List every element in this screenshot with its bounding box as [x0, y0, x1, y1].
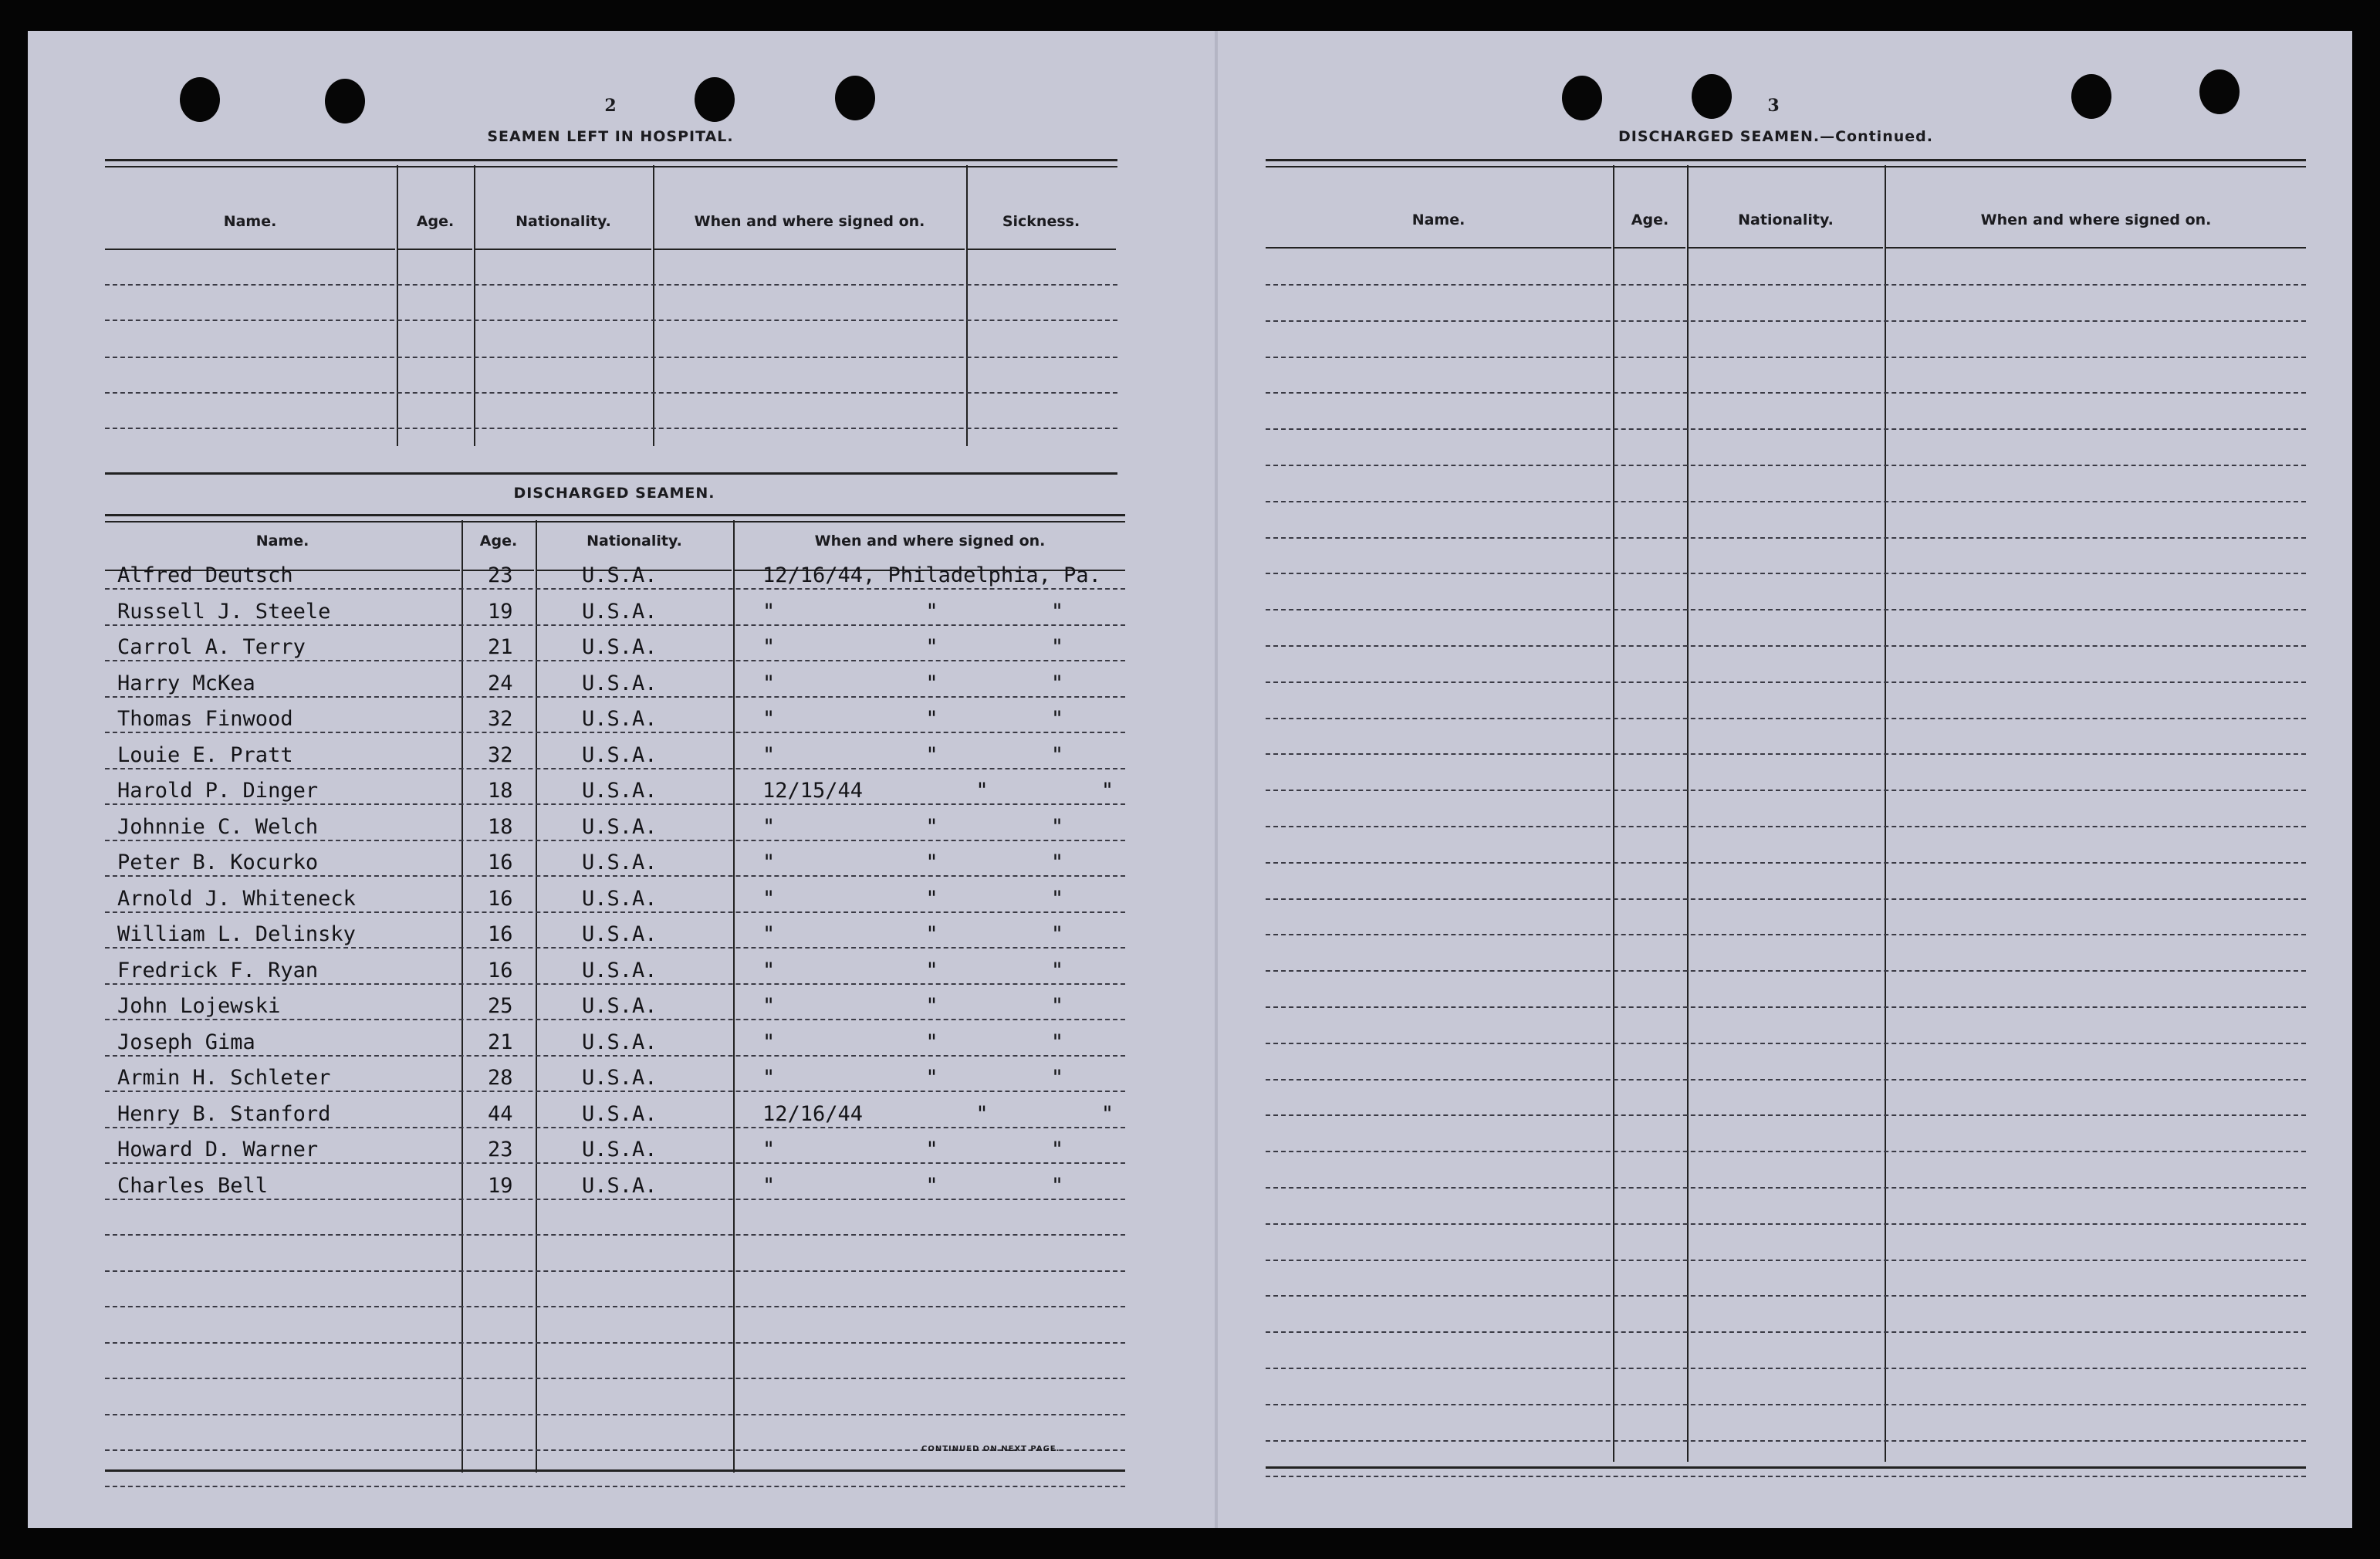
- seaman-nationality: U.S.A.: [582, 994, 658, 1018]
- right-discharged-table: [1266, 159, 2306, 1471]
- seaman-nationality: U.S.A.: [582, 851, 658, 874]
- seaman-name: Louie E. Pratt: [117, 743, 293, 767]
- row-rule: [105, 588, 1125, 590]
- row-rule: [105, 1019, 1125, 1020]
- row-rule: [1266, 428, 2306, 430]
- seaman-age: 44: [488, 1102, 513, 1126]
- punch-hole: [695, 77, 735, 122]
- seaman-signed-on: 12/16/44 " ": [762, 1102, 1114, 1126]
- page-number: 2: [604, 96, 617, 116]
- right-header-age: Age.: [1631, 211, 1669, 228]
- seaman-nationality: U.S.A.: [582, 600, 658, 624]
- row-rule: [105, 660, 1125, 661]
- row-rule: [1266, 1187, 2306, 1189]
- row-rule: [1266, 718, 2306, 719]
- row-rule: [105, 1486, 1125, 1487]
- seaman-nationality: U.S.A.: [582, 1174, 658, 1198]
- seaman-signed-on: " " ": [762, 707, 1064, 731]
- row-rule: [105, 1378, 1125, 1379]
- row-rule: [105, 1306, 1125, 1307]
- row-rule: [105, 1199, 1125, 1200]
- row-rule: [1266, 934, 2306, 935]
- seaman-name: William L. Delinsky: [117, 922, 356, 946]
- row-rule: [1266, 1476, 2306, 1477]
- hospital-header-age: Age.: [416, 213, 455, 230]
- seaman-nationality: U.S.A.: [582, 779, 658, 803]
- row-rule: [1266, 1331, 2306, 1333]
- row-rule: [105, 1055, 1125, 1057]
- row-rule: [1266, 1260, 2306, 1261]
- seaman-age: 21: [488, 1030, 513, 1054]
- seaman-nationality: U.S.A.: [582, 635, 658, 659]
- seaman-signed-on: " " ": [762, 635, 1064, 659]
- row-rule: [1266, 826, 2306, 827]
- hospital-table: [105, 159, 1117, 475]
- discharged-header-signed-on: When and where signed on.: [814, 533, 1046, 550]
- row-rule: [105, 1162, 1125, 1164]
- seaman-age: 32: [488, 707, 513, 731]
- row-rule: [1266, 1043, 2306, 1044]
- hospital-section-title: SEAMEN LEFT IN HOSPITAL.: [487, 128, 734, 145]
- row-rule: [1266, 609, 2306, 610]
- seaman-nationality: U.S.A.: [582, 1138, 658, 1162]
- seaman-nationality: U.S.A.: [582, 1030, 658, 1054]
- seaman-name: Russell J. Steele: [117, 600, 331, 624]
- seaman-name: Joseph Gima: [117, 1030, 255, 1054]
- seaman-nationality: U.S.A.: [582, 1102, 658, 1126]
- document-sheet: [28, 31, 2352, 1528]
- row-rule: [105, 1342, 1125, 1344]
- seaman-nationality: U.S.A.: [582, 1066, 658, 1090]
- row-rule: [105, 947, 1125, 949]
- row-rule: [1266, 790, 2306, 791]
- discharged-header-name: Name.: [255, 533, 309, 550]
- page-spine: [1215, 31, 1218, 1528]
- seaman-signed-on: " " ": [762, 994, 1064, 1018]
- seaman-name: Harry McKea: [117, 671, 255, 695]
- row-rule: [105, 911, 1125, 913]
- row-rule: [1266, 645, 2306, 647]
- row-rule: [1266, 357, 2306, 358]
- row-rule: [1266, 501, 2306, 502]
- seaman-age: 24: [488, 671, 513, 695]
- seaman-age: 18: [488, 779, 513, 803]
- discharged-table: [105, 514, 1125, 1471]
- seaman-nationality: U.S.A.: [582, 887, 658, 911]
- seaman-name: Henry B. Stanford: [117, 1102, 331, 1126]
- row-rule: [105, 983, 1125, 985]
- row-rule: [105, 1234, 1125, 1236]
- seaman-signed-on: 12/16/44, Philadelphia, Pa.: [762, 563, 1101, 587]
- row-rule: [1266, 862, 2306, 864]
- page-number: 3: [1767, 96, 1780, 116]
- discharged-section-title: DISCHARGED SEAMEN.: [513, 485, 715, 502]
- right-header-signed-on: When and where signed on.: [1980, 211, 2212, 228]
- seaman-age: 23: [488, 563, 513, 587]
- seaman-signed-on: " " ": [762, 851, 1064, 874]
- row-rule: [1266, 1368, 2306, 1369]
- row-rule: [1266, 1404, 2306, 1405]
- seaman-age: 16: [488, 851, 513, 874]
- row-rule: [1266, 1006, 2306, 1008]
- punch-hole: [180, 77, 220, 122]
- seaman-age: 19: [488, 600, 513, 624]
- row-rule: [1266, 970, 2306, 972]
- row-rule: [1266, 573, 2306, 574]
- punch-hole: [2199, 69, 2240, 114]
- right-section-title: DISCHARGED SEAMEN.—Continued.: [1618, 128, 1933, 145]
- row-rule: [105, 803, 1125, 805]
- hospital-header-name: Name.: [223, 213, 277, 230]
- row-rule: [1266, 320, 2306, 322]
- discharged-header-age: Age.: [479, 533, 518, 550]
- seaman-signed-on: " " ": [762, 1066, 1064, 1090]
- seaman-signed-on: " " ": [762, 600, 1064, 624]
- seaman-age: 16: [488, 959, 513, 982]
- seaman-age: 19: [488, 1174, 513, 1198]
- row-rule: [1266, 392, 2306, 394]
- seaman-age: 16: [488, 922, 513, 946]
- row-rule: [105, 1091, 1125, 1092]
- seaman-signed-on: " " ": [762, 671, 1064, 695]
- seaman-name: Alfred Deutsch: [117, 563, 293, 587]
- seaman-signed-on: " " ": [762, 1174, 1064, 1198]
- hospital-header-nationality: Nationality.: [516, 213, 611, 230]
- row-rule: [1266, 465, 2306, 466]
- row-rule: [1266, 1440, 2306, 1442]
- row-rule: [1266, 753, 2306, 755]
- row-rule: [1266, 1295, 2306, 1297]
- punch-hole: [1692, 74, 1732, 119]
- row-rule: [105, 768, 1125, 769]
- seaman-name: Fredrick F. Ryan: [117, 959, 319, 982]
- row-rule: [1266, 537, 2306, 539]
- seaman-name: Peter B. Kocurko: [117, 851, 319, 874]
- seaman-signed-on: " " ": [762, 959, 1064, 982]
- seaman-signed-on: " " ": [762, 1138, 1064, 1162]
- punch-hole: [1562, 76, 1602, 120]
- row-rule: [105, 732, 1125, 733]
- seaman-name: Johnnie C. Welch: [117, 815, 319, 839]
- right-header-nationality: Nationality.: [1738, 211, 1834, 228]
- row-rule: [1266, 1223, 2306, 1225]
- row-rule: [105, 1127, 1125, 1128]
- seaman-name: Carrol A. Terry: [117, 635, 306, 659]
- seaman-age: 16: [488, 887, 513, 911]
- seaman-age: 18: [488, 815, 513, 839]
- seaman-age: 28: [488, 1066, 513, 1090]
- seaman-signed-on: " " ": [762, 815, 1064, 839]
- seaman-nationality: U.S.A.: [582, 707, 658, 731]
- seaman-nationality: U.S.A.: [582, 743, 658, 767]
- seaman-name: Charles Bell: [117, 1174, 269, 1198]
- continued-footer: CONTINUED ON NEXT PAGE.: [921, 1445, 1060, 1453]
- seaman-nationality: U.S.A.: [582, 959, 658, 982]
- row-rule: [105, 1270, 1125, 1272]
- seaman-signed-on: " " ": [762, 743, 1064, 767]
- row-rule: [105, 875, 1125, 877]
- seaman-age: 32: [488, 743, 513, 767]
- row-rule: [105, 696, 1125, 698]
- seaman-nationality: U.S.A.: [582, 922, 658, 946]
- seaman-signed-on: " " ": [762, 1030, 1064, 1054]
- seaman-nationality: U.S.A.: [582, 815, 658, 839]
- seaman-age: 23: [488, 1138, 513, 1162]
- seaman-name: Thomas Finwood: [117, 707, 293, 731]
- seaman-name: Armin H. Schleter: [117, 1066, 331, 1090]
- punch-hole: [835, 76, 875, 120]
- seaman-age: 25: [488, 994, 513, 1018]
- seaman-age: 21: [488, 635, 513, 659]
- row-rule: [1266, 284, 2306, 286]
- row-rule: [105, 840, 1125, 841]
- hospital-header-sickness: Sickness.: [1002, 213, 1080, 230]
- right-header-name: Name.: [1411, 211, 1466, 228]
- seaman-nationality: U.S.A.: [582, 671, 658, 695]
- seaman-name: Howard D. Warner: [117, 1138, 319, 1162]
- punch-hole: [2071, 74, 2111, 119]
- row-rule: [1266, 1114, 2306, 1116]
- seaman-name: Harold P. Dinger: [117, 779, 319, 803]
- row-rule: [105, 624, 1125, 626]
- seaman-nationality: U.S.A.: [582, 563, 658, 587]
- seaman-signed-on: 12/15/44 " ": [762, 779, 1114, 803]
- seaman-signed-on: " " ": [762, 922, 1064, 946]
- row-rule: [105, 1414, 1125, 1415]
- row-rule: [1266, 681, 2306, 683]
- row-rule: [1266, 898, 2306, 900]
- row-rule: [1266, 1151, 2306, 1152]
- discharged-header-nationality: Nationality.: [587, 533, 682, 550]
- punch-hole: [325, 79, 365, 123]
- row-rule: [1266, 1079, 2306, 1080]
- seaman-name: Arnold J. Whiteneck: [117, 887, 356, 911]
- seaman-name: John Lojewski: [117, 994, 281, 1018]
- seaman-signed-on: " " ": [762, 887, 1064, 911]
- hospital-header-signed-on: When and where signed on.: [694, 213, 925, 230]
